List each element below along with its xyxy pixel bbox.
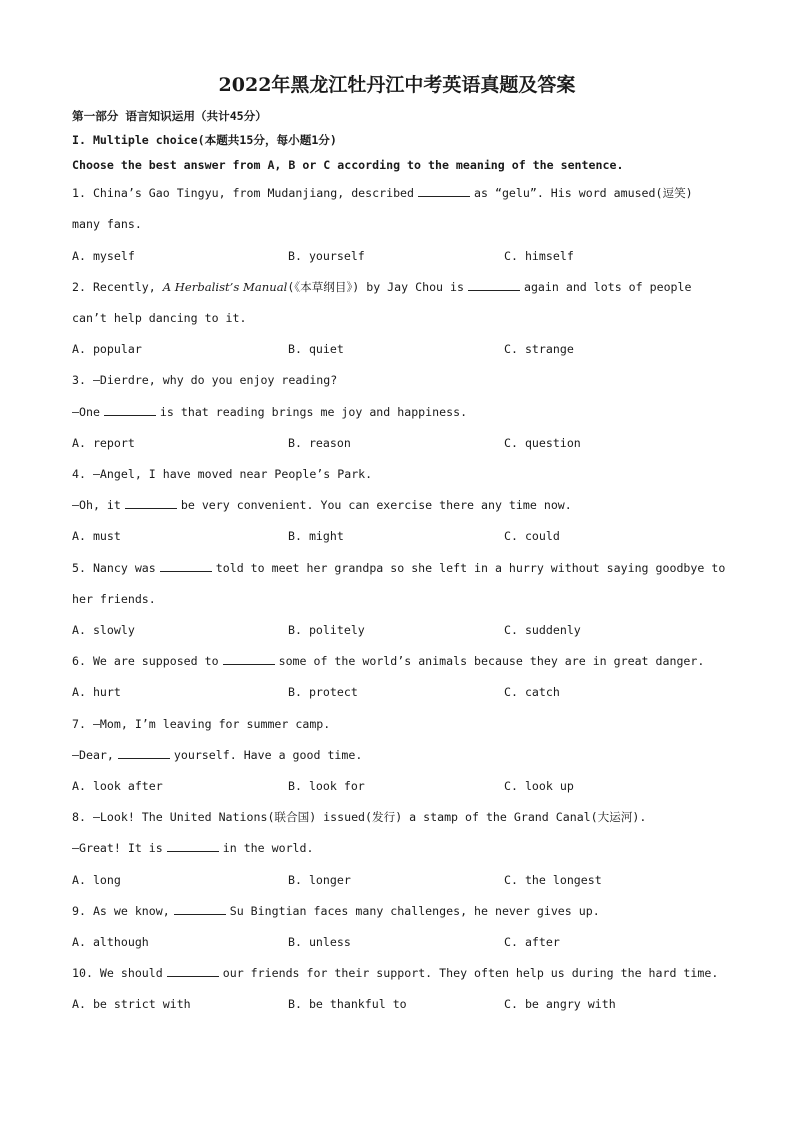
question-3: 3. —Dierdre, why do you enjoy reading?: [72, 373, 338, 387]
option-b: B. look for: [288, 779, 365, 793]
option-c: C. be angry with: [504, 997, 616, 1011]
question-6: 6. We are supposed to some of the world’s animals because they are in great danger.: [72, 654, 705, 668]
question-4: 4. —Angel, I have moved near People’s Park.: [72, 467, 373, 481]
option-a: A. although: [72, 935, 149, 949]
question-8: 8. —Look! The United Nations(联合国) issued(发行) a stamp of the Grand Canal(大运河).: [72, 810, 647, 824]
question-2: 2. Recently, A Herbalist’s Manual(《本草纲目》) by Jay Chou is again and lots of people: [72, 280, 692, 294]
question-10: 10. We should our friends for their support. They often help us during the hard time.: [72, 966, 719, 980]
option-a: A. slowly: [72, 623, 135, 637]
option-c: C. question: [504, 436, 581, 450]
answer-blank: [418, 186, 470, 197]
question-5-cont: her friends.: [72, 592, 156, 606]
option-b: B. yourself: [288, 249, 365, 263]
song-title: A Herbalist’s Manual: [162, 280, 288, 294]
question-2-cont: can’t help dancing to it.: [72, 311, 247, 325]
page-title: 2022年黑龙江牡丹江中考英语真题及答案: [218, 74, 576, 96]
question-7: 7. —Mom, I’m leaving for summer camp.: [72, 717, 331, 731]
question-1: 1. China’s Gao Tingyu, from Mudanjiang, described as “gelu”. His word amused(逗笑): [72, 186, 693, 200]
option-c: C. look up: [504, 779, 574, 793]
option-a: A. popular: [72, 342, 142, 356]
part-heading: 第一部分 语言知识运用（共计45分）: [72, 109, 267, 123]
answer-blank: [167, 966, 219, 977]
answer-blank: [174, 904, 226, 915]
option-b: B. be thankful to: [288, 997, 407, 1011]
option-b: B. might: [288, 529, 344, 543]
option-a: A. must: [72, 529, 121, 543]
option-c: C. suddenly: [504, 623, 581, 637]
option-a: A. myself: [72, 249, 135, 263]
instruction: Choose the best answer from A, B or C according to the meaning of the sentence.: [72, 158, 624, 172]
answer-blank: [167, 841, 219, 852]
answer-blank: [118, 748, 170, 759]
option-b: B. protect: [288, 685, 358, 699]
option-a: A. be strict with: [72, 997, 191, 1011]
option-a: A. report: [72, 436, 135, 450]
answer-blank: [223, 654, 275, 665]
question-9: 9. As we know, Su Bingtian faces many challenges, he never gives up.: [72, 904, 600, 918]
option-a: A. long: [72, 873, 121, 887]
question-7-reply: —Dear, yourself. Have a good time.: [72, 748, 363, 762]
option-a: A. look after: [72, 779, 163, 793]
option-c: C. after: [504, 935, 560, 949]
answer-blank: [104, 405, 156, 416]
section-heading: I. Multiple choice(本题共15分，每小题1分): [72, 133, 337, 147]
option-b: B. quiet: [288, 342, 344, 356]
option-c: C. could: [504, 529, 560, 543]
option-b: B. reason: [288, 436, 351, 450]
question-5: 5. Nancy was told to meet her grandpa so she left in a hurry without saying goodbye to: [72, 561, 726, 575]
option-c: C. catch: [504, 685, 560, 699]
question-8-reply: —Great! It is in the world.: [72, 841, 314, 855]
option-b: B. politely: [288, 623, 365, 637]
question-1-cont: many fans.: [72, 217, 142, 231]
option-c: C. strange: [504, 342, 574, 356]
answer-blank: [125, 498, 177, 509]
question-3-reply: —One is that reading brings me joy and happiness.: [72, 405, 468, 419]
answer-blank: [160, 561, 212, 572]
option-c: C. himself: [504, 249, 574, 263]
option-c: C. the longest: [504, 873, 602, 887]
option-b: B. unless: [288, 935, 351, 949]
question-4-reply: —Oh, it be very convenient. You can exercise there any time now.: [72, 498, 572, 512]
answer-blank: [468, 280, 520, 291]
option-a: A. hurt: [72, 685, 121, 699]
option-b: B. longer: [288, 873, 351, 887]
